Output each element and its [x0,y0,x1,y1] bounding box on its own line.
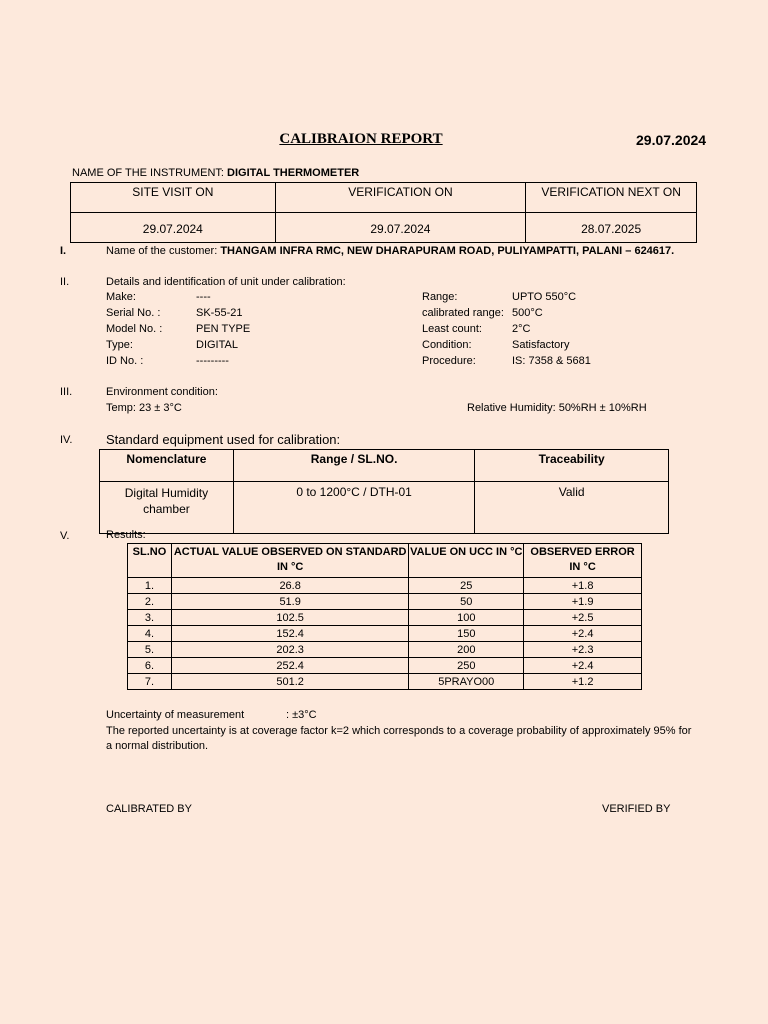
results-cell-actual: 152.4 [171,626,408,642]
visit-header-next: VERIFICATION NEXT ON [526,183,697,213]
visit-value-site: 29.07.2024 [71,213,276,243]
detail-value-serial: SK-55-21 [196,307,243,319]
standard-value-range: 0 to 1200°C / DTH-01 [233,482,474,534]
detail-value-condition: Satisfactory [512,339,570,351]
detail-value-procedure: IS: 7358 & 5681 [512,355,591,367]
results-heading: Results: [106,529,146,541]
results-cell-error: +1.2 [524,674,642,690]
results-cell-ucc: 100 [409,610,524,626]
table-row [128,626,642,642]
detail-label-condition: Condition: [422,339,472,351]
standard-value-traceability: Valid [475,482,669,534]
environment-humidity: Relative Humidity: 50%RH ± 10%RH [467,402,647,414]
results-cell-actual: 501.2 [171,674,408,690]
results-cell-actual: 252.4 [171,658,408,674]
table-row [128,610,642,626]
results-body [128,578,642,690]
results-cell-actual: 51.9 [171,594,408,610]
uncertainty-label: Uncertainty of measurement [106,709,245,721]
detail-label-type: Type: [106,339,133,351]
customer-value: THANGAM INFRA RMC, NEW DHARAPURAM ROAD, PULIYAMPATTI, PALANI – 624617. [220,245,675,257]
detail-value-type: DIGITAL [196,339,238,351]
table-row [128,658,642,674]
results-cell-slno: 3. [128,610,172,626]
results-cell-error: +1.9 [524,594,642,610]
results-cell-slno: 5. [128,642,172,658]
standard-heading: Standard equipment used for calibration: [106,432,341,447]
results-cell-error: +2.4 [524,658,642,674]
detail-value-range: UPTO 550°C [512,291,577,303]
customer-label: Name of the customer: [106,245,221,257]
standard-value-nomenclature: Digital Humidity chamber [100,482,234,534]
section-num-4: IV. [60,434,73,446]
detail-label-serial: Serial No. : [106,307,161,319]
visit-header-site: SITE VISIT ON [71,183,276,213]
section-num-5: V. [60,530,70,542]
results-cell-error: +1.8 [524,578,642,594]
results-table [127,543,642,690]
visit-value-next: 28.07.2025 [526,213,697,243]
details-heading: Details and identification of unit under calibration: [106,276,346,288]
results-cell-slno: 7. [128,674,172,690]
detail-value-calibrated-range: 500°C [512,307,543,319]
results-cell-slno: 1. [128,578,172,594]
standard-table [99,449,669,534]
detail-value-least-count: 2°C [512,323,531,335]
environment-heading: Environment condition: [106,386,218,398]
results-cell-ucc: 5PRAYO00 [409,674,524,690]
results-cell-ucc: 50 [409,594,524,610]
results-cell-actual: 102.5 [171,610,408,626]
report-date: 29.07.2024 [636,132,707,148]
report-title: CALIBRAION REPORT [279,131,443,147]
detail-label-id: ID No. : [106,355,144,367]
results-cell-slno: 6. [128,658,172,674]
detail-label-range: Range: [422,291,458,303]
table-row [128,594,642,610]
results-cell-ucc: 25 [409,578,524,594]
detail-value-id: --------- [196,355,229,367]
detail-label-procedure: Procedure: [422,355,476,367]
detail-label-calibrated-range: calibrated range: [422,307,504,319]
visit-header-verification: VERIFICATION ON [275,183,526,213]
results-cell-error: +2.4 [524,626,642,642]
results-cell-error: +2.5 [524,610,642,626]
instrument-value: DIGITAL THERMOMETER [227,167,360,179]
results-cell-error: +2.3 [524,642,642,658]
instrument-label: NAME OF THE INSTRUMENT: [72,167,228,179]
results-cell-actual: 26.8 [171,578,408,594]
standard-header-nomenclature: Nomenclature [100,450,234,482]
instrument-name [72,167,359,179]
detail-label-least-count: Least count: [422,323,482,335]
table-row [128,674,642,690]
results-header-ucc: VALUE ON UCC IN °C [409,544,524,578]
results-cell-slno: 4. [128,626,172,642]
section-num-2: II. [60,276,70,288]
detail-label-model: Model No. : [106,323,163,335]
results-cell-ucc: 250 [409,658,524,674]
results-header-error: OBSERVED ERROR IN °C [524,544,642,578]
standard-header-traceability: Traceability [475,450,669,482]
results-cell-actual: 202.3 [171,642,408,658]
verified-by-label: VERIFIED BY [602,803,671,815]
visit-value-verification: 29.07.2024 [275,213,526,243]
section-num-3: III. [60,386,73,398]
results-cell-ucc: 200 [409,642,524,658]
environment-temp: Temp: 23 ± 3°C [106,402,182,414]
table-row [128,642,642,658]
results-cell-slno: 2. [128,594,172,610]
results-header-actual: ACTUAL VALUE OBSERVED ON STANDARD IN °C [171,544,408,578]
standard-header-range: Range / SL.NO. [233,450,474,482]
calibrated-by-label: CALIBRATED BY [106,803,192,815]
detail-label-make: Make: [106,291,136,303]
table-row [128,578,642,594]
detail-value-model: PEN TYPE [196,323,251,335]
customer-line [106,245,674,257]
results-cell-ucc: 150 [409,626,524,642]
visit-table [70,182,697,243]
section-num-1: I. [60,245,67,257]
results-header-slno: SL.NO [128,544,172,578]
uncertainty-value: : ±3°C [286,709,317,721]
uncertainty-note: The reported uncertainty is at coverage factor k=2 which corresponds to a coverage probability of approximately 95% for a normal distribution. [106,725,692,752]
detail-value-make: ---- [196,291,211,303]
